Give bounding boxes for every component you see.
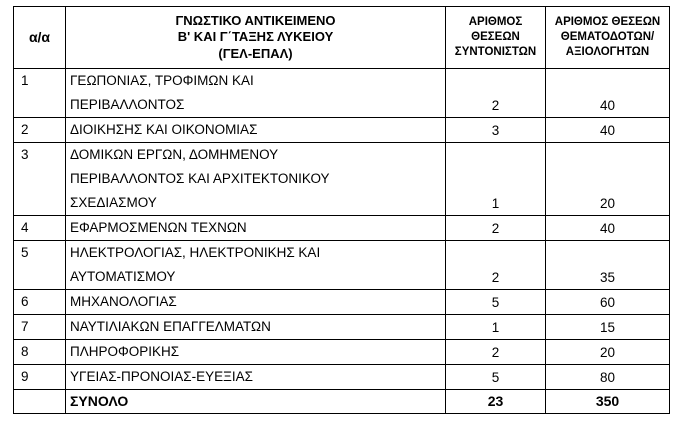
subject-line: ΕΦΑΡΜΟΣΜΕΝΩΝ ΤΕΧΝΩΝ [70,220,247,235]
header-graders-line: ΑΞΙΟΛΟΓΗΤΩΝ [565,45,650,58]
subject-cell [66,143,446,216]
coordinators-cell: 3 [446,118,546,143]
coordinators-cell: 5 [446,365,546,390]
header-subject [66,7,446,69]
coordinators-cell: 2 [446,241,546,290]
header-coordinators [446,7,546,69]
subject-cell [66,241,446,290]
subject-line: ΔΙΟΙΚΗΣΗΣ ΚΑΙ ΟΙΚΟΝΟΜΙΑΣ [70,122,258,137]
header-index [14,7,66,69]
subject-cell [66,118,446,143]
subject-line: ΣΧΕΔΙΑΣΜΟΥ [70,195,157,210]
coordinators-cell: 2 [446,216,546,241]
row-number: 9 [14,365,66,390]
row-number: 3 [14,143,66,216]
coordinators-cell: 1 [446,143,546,216]
graders-cell: 15 [546,315,670,340]
header-graders-line: ΘΕΜΑΤΟΔΟΤΩΝ/ [560,31,655,44]
header-index-label: α/α [28,28,51,45]
graders-cell: 20 [546,143,670,216]
subject-cell [66,340,446,365]
subject-cell [66,365,446,390]
graders-cell: 20 [546,340,670,365]
subject-line: ΠΛΗΡΟΦΟΡΙΚΗΣ [70,344,180,359]
graders-cell: 60 [546,290,670,315]
subject-line: ΝΑΥΤΙΛΙΑΚΩΝ ΕΠΑΓΓΕΛΜΑΤΩΝ [70,319,271,334]
header-subject-line: Β' ΚΑΙ Γ΄ΤΑΞΗΣ ΛΥΚΕΙΟΥ [177,29,334,45]
coordinators-cell: 2 [446,340,546,365]
total-row [14,390,670,414]
subject-cell [66,69,446,118]
table-row [14,216,670,241]
subject-line: ΔΟΜΙΚΩΝ ΕΡΓΩΝ, ΔΟΜΗΜΕΝΟΥ [70,147,279,162]
row-number: 7 [14,315,66,340]
subject-line: ΓΕΩΠΟΝΙΑΣ, ΤΡΟΦΙΜΩΝ ΚΑΙ [70,73,254,88]
table-row [14,315,670,340]
subject-line: ΥΓΕΙΑΣ-ΠΡΟΝΟΙΑΣ-ΕΥΕΞΙΑΣ [70,369,254,384]
table-row [14,118,670,143]
total-empty-cell [14,390,66,414]
total-coordinators: 23 [446,390,546,414]
table-header-row [14,7,670,69]
subject-line: ΠΕΡΙΒΑΛΛΟΝΤΟΣ ΚΑΙ ΑΡΧΙΤΕΚΤΟΝΙΚΟΥ [70,171,330,186]
graders-cell: 40 [546,216,670,241]
table-row [14,340,670,365]
subject-line: ΠΕΡΙΒΑΛΛΟΝΤΟΣ [70,97,185,112]
subject-cell [66,315,446,340]
row-number: 2 [14,118,66,143]
row-number: 8 [14,340,66,365]
cropped-text-line [20,418,670,428]
coordinators-cell: 2 [446,69,546,118]
row-number: 4 [14,216,66,241]
row-number: 1 [14,69,66,118]
header-graders [546,7,670,69]
total-graders: 350 [546,390,670,414]
table-row [14,69,670,118]
graders-cell: 40 [546,69,670,118]
header-graders-line: ΑΡΙΘΜΟΣ ΘΕΣΕΩΝ [554,16,661,29]
table-row [14,143,670,216]
subject-line: ΑΥΤΟΜΑΤΙΣΜΟΥ [70,269,176,284]
header-subject-line: ΓΝΩΣΤΙΚΟ ΑΝΤΙΚΕΙΜΕΝΟ [175,12,336,28]
graders-cell: 40 [546,118,670,143]
table-row [14,241,670,290]
coordinators-cell: 5 [446,290,546,315]
subject-cell [66,216,446,241]
graders-cell: 35 [546,241,670,290]
graders-cell: 80 [546,365,670,390]
table-row [14,365,670,390]
table-row [14,290,670,315]
header-coordinators-line: ΑΡΙΘΜΟΣ [468,16,523,29]
subject-line: ΜΗΧΑΝΟΛΟΓΙΑΣ [70,294,177,309]
row-number: 6 [14,290,66,315]
row-number: 5 [14,241,66,290]
header-subject-line: (ΓΕΛ-ΕΠΑΛ) [218,45,293,61]
total-label: ΣΥΝΟΛΟ [66,390,446,414]
header-coordinators-line: ΘΕΣΕΩΝ [471,31,520,44]
header-coordinators-line: ΣΥΝΤΟΝΙΣΤΩΝ [454,45,537,58]
subject-line: ΗΛΕΚΤΡΟΛΟΓΙΑΣ, ΗΛΕΚΤΡΟΝΙΚΗΣ ΚΑΙ [70,245,321,260]
coordinators-cell: 1 [446,315,546,340]
subject-cell [66,290,446,315]
positions-table [13,6,670,414]
